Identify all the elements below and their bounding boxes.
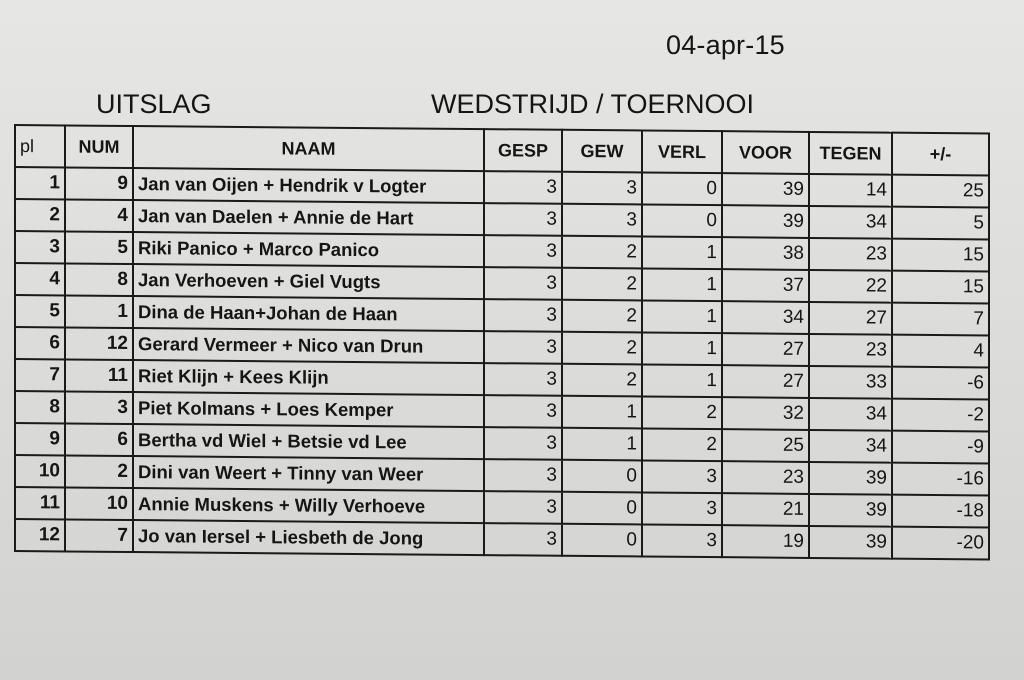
cell-name: Bertha vd Wiel + Betsie vd Lee: [133, 424, 484, 459]
cell-points-for: 39: [722, 205, 809, 238]
cell-lost: 3: [642, 524, 722, 557]
cell-won: 2: [562, 268, 642, 301]
cell-difference: 7: [892, 303, 989, 336]
cell-points-for: 27: [722, 365, 809, 398]
cell-points-against: 23: [809, 334, 892, 367]
results-table-wrap: [14, 124, 990, 561]
cell-points-for: 38: [722, 237, 809, 270]
cell-played: 3: [484, 459, 562, 492]
cell-points-against: 27: [809, 302, 892, 335]
cell-name: Gerard Vermeer + Nico van Drun: [133, 328, 484, 363]
cell-lost: 0: [642, 172, 722, 205]
column-header-pl: pl: [15, 125, 65, 167]
cell-name: Jan van Daelen + Annie de Hart: [133, 200, 484, 235]
column-header-tegen: TEGEN: [809, 132, 892, 175]
column-header-naam: NAAM: [133, 126, 484, 171]
column-header-verl: VERL: [642, 130, 722, 173]
cell-name: Jan Verhoeven + Giel Vugts: [133, 264, 484, 299]
sheet-date: 04-apr-15: [666, 30, 785, 60]
cell-name: Jo van Iersel + Liesbeth de Jong: [133, 520, 484, 555]
cell-difference: 15: [892, 271, 989, 304]
cell-won: 3: [562, 204, 642, 237]
cell-number: 5: [65, 231, 133, 264]
cell-points-against: 39: [809, 494, 892, 527]
sheet-heading-tournament: WEDSTRIJD / TOERNOOI: [431, 89, 755, 119]
cell-number: 1: [65, 295, 133, 328]
cell-won: 0: [562, 524, 642, 557]
cell-won: 2: [562, 364, 642, 397]
cell-number: 4: [65, 199, 133, 232]
cell-won: 2: [562, 236, 642, 269]
cell-played: 3: [484, 523, 562, 556]
cell-difference: 25: [892, 175, 989, 208]
cell-lost: 0: [642, 204, 722, 237]
cell-place: 4: [15, 263, 65, 295]
cell-place: 9: [15, 423, 65, 455]
cell-lost: 1: [642, 332, 722, 365]
cell-lost: 1: [642, 300, 722, 333]
cell-place: 5: [15, 295, 65, 327]
cell-number: 2: [65, 455, 133, 488]
cell-difference: -16: [892, 463, 989, 496]
cell-points-for: 39: [722, 173, 809, 206]
cell-number: 7: [65, 519, 133, 552]
column-header-gew: GEW: [562, 130, 642, 173]
cell-lost: 1: [642, 364, 722, 397]
cell-lost: 2: [642, 396, 722, 429]
column-header-gesp: GESP: [484, 129, 562, 172]
cell-difference: -18: [892, 495, 989, 528]
cell-points-against: 23: [809, 238, 892, 271]
cell-place: 7: [15, 359, 65, 391]
results-table: [14, 124, 990, 561]
cell-played: 3: [484, 363, 562, 396]
cell-played: 3: [484, 203, 562, 236]
cell-won: 1: [562, 428, 642, 461]
sheet-heading-results: UITSLAG: [96, 89, 212, 119]
cell-points-for: 27: [722, 333, 809, 366]
cell-place: 12: [15, 519, 65, 551]
cell-points-against: 34: [809, 430, 892, 463]
column-header-plus-minus: +/-: [892, 133, 989, 176]
cell-difference: 15: [892, 239, 989, 272]
cell-points-for: 32: [722, 397, 809, 430]
cell-place: 11: [15, 487, 65, 519]
cell-number: 8: [65, 263, 133, 296]
cell-points-for: 25: [722, 429, 809, 462]
cell-points-for: 37: [722, 269, 809, 302]
cell-place: 6: [15, 327, 65, 359]
cell-points-against: 22: [809, 270, 892, 303]
cell-played: 3: [484, 331, 562, 364]
cell-difference: 5: [892, 207, 989, 240]
cell-place: 3: [15, 231, 65, 263]
cell-name: Riet Klijn + Kees Klijn: [133, 360, 484, 395]
cell-name: Piet Kolmans + Loes Kemper: [133, 392, 484, 427]
cell-played: 3: [484, 267, 562, 300]
column-header-voor: VOOR: [722, 131, 809, 174]
cell-points-against: 39: [809, 526, 892, 559]
cell-number: 6: [65, 423, 133, 456]
cell-name: Dini van Weert + Tinny van Weer: [133, 456, 484, 491]
cell-lost: 2: [642, 428, 722, 461]
cell-points-against: 14: [809, 174, 892, 207]
cell-number: 10: [65, 487, 133, 520]
cell-played: 3: [484, 299, 562, 332]
cell-number: 12: [65, 327, 133, 360]
cell-difference: -20: [892, 527, 989, 560]
cell-points-against: 34: [809, 398, 892, 431]
cell-points-for: 34: [722, 301, 809, 334]
cell-points-against: 33: [809, 366, 892, 399]
cell-points-for: 21: [722, 493, 809, 526]
cell-played: 3: [484, 235, 562, 268]
cell-points-against: 34: [809, 206, 892, 239]
cell-lost: 1: [642, 236, 722, 269]
cell-name: Dina de Haan+Johan de Haan: [133, 296, 484, 331]
column-header-num: NUM: [65, 125, 133, 168]
cell-won: 2: [562, 300, 642, 333]
cell-points-against: 39: [809, 462, 892, 495]
cell-points-for: 23: [722, 461, 809, 494]
cell-difference: -2: [892, 399, 989, 432]
cell-difference: -9: [892, 431, 989, 464]
cell-won: 0: [562, 460, 642, 493]
results-body: [15, 167, 989, 559]
cell-number: 3: [65, 391, 133, 424]
cell-place: 1: [15, 167, 65, 199]
cell-name: Annie Muskens + Willy Verhoeve: [133, 488, 484, 523]
cell-name: Jan van Oijen + Hendrik v Logter: [133, 168, 484, 203]
cell-played: 3: [484, 171, 562, 204]
cell-played: 3: [484, 395, 562, 428]
cell-points-for: 19: [722, 525, 809, 558]
cell-won: 1: [562, 396, 642, 429]
cell-won: 3: [562, 172, 642, 205]
cell-played: 3: [484, 427, 562, 460]
cell-lost: 3: [642, 460, 722, 493]
cell-won: 0: [562, 492, 642, 525]
cell-lost: 1: [642, 268, 722, 301]
cell-won: 2: [562, 332, 642, 365]
cell-number: 11: [65, 359, 133, 392]
cell-place: 8: [15, 391, 65, 423]
cell-number: 9: [65, 167, 133, 200]
cell-difference: -6: [892, 367, 989, 400]
cell-lost: 3: [642, 492, 722, 525]
cell-place: 2: [15, 199, 65, 231]
cell-played: 3: [484, 491, 562, 524]
cell-name: Riki Panico + Marco Panico: [133, 232, 484, 267]
cell-difference: 4: [892, 335, 989, 368]
cell-place: 10: [15, 455, 65, 487]
